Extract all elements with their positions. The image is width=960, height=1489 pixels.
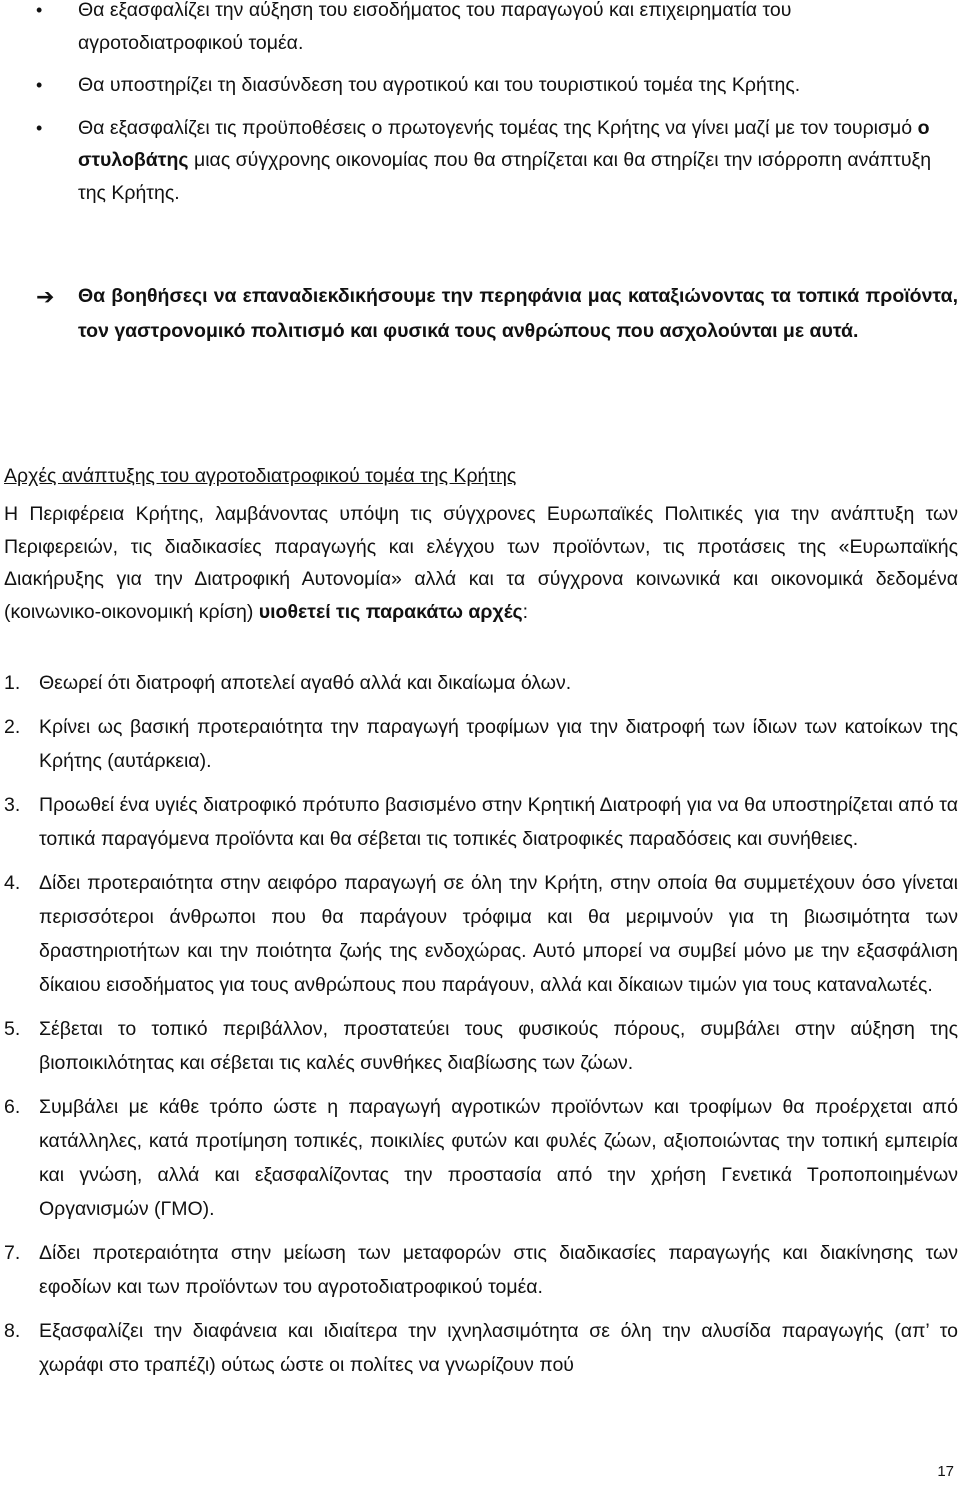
bullet-text: Θα εξασφαλίζει την αύξηση του εισοδήματος του παραγωγού και επιχειρηματία του αγροτοδιατροφικού τομέα. xyxy=(78,0,792,54)
highlight-statement xyxy=(36,279,958,349)
list-item xyxy=(4,1090,958,1226)
list-item-text: Κρίνει ως βασική προτεραιότητα την παραγωγή τροφίμων για την διατροφή των ίδιων των κατοίκων της Κρήτης (αυτάρκεια). xyxy=(39,716,958,772)
section-heading: Αρχές ανάπτυξης του αγροτοδιατροφικού τομέα της Κρήτης xyxy=(4,465,517,487)
arrow-right-icon: ➔ xyxy=(36,284,55,309)
list-item-number: 8. xyxy=(4,1320,21,1342)
intro-text: Η Περιφέρεια Κρήτης, λαμβάνοντας υπόψη τις σύγχρονες Ευρωπαϊκές Πολιτικές για την ανάπτυξη των Περιφερειών, τις διαδικασίες παραγωγής και ελέγχου των προϊόντων, τις προτάσεις της «Ευρωπαϊκής Διακήρυξης για την Διατροφική Αυτονομία» αλλά και τα σύγχρονα κοινωνικά και οικονομικά δεδομένα (κοινωνικο-οικονομική κρίση) xyxy=(4,503,958,624)
list-item xyxy=(4,1012,958,1080)
list-item xyxy=(4,1314,958,1382)
list-item-text: Προωθεί ένα υγιές διατροφικό πρότυπο βασισμένο στην Κρητική Διατροφή για να θα υποστηρίζεται από τα τοπικά παραγόμενα προϊόντα και θα σέβεται τις τοπικές διατροφικές παραδόσεις και συνήθειες. xyxy=(39,794,958,850)
list-item xyxy=(4,1236,958,1304)
intro-tail: : xyxy=(522,601,529,624)
highlight-text: Θα βοηθήσεςι να επαναδιεκδικήσουμε την περηφάνια μας καταξιώνοντας τα τοπικά προϊόντα, τον γαστρονομικό πολιτισμό και φυσικά τους ανθρώπους που ασχολούνται με αυτά. xyxy=(78,285,958,342)
list-item-number: 5. xyxy=(4,1018,21,1040)
list-item-number: 4. xyxy=(4,872,21,894)
list-item-number: 1. xyxy=(4,672,21,694)
list-item-number: 3. xyxy=(4,794,21,816)
list-item-text: Δίδει προτεραιότητα στην αειφόρο παραγωγή σε όλη την Κρήτη, στην οποία θα συμμετέχουν όσο γίνεται περισσότεροι άνθρωποι που θα παράγουν τρόφιμα και θα μεριμνούν για τη βιωσιμότητα των δραστηριοτήτων και την ποιότητα ζωής της ενδοχώρας. Αυτό μπορεί να συμβεί μόνο με την εξασφάλιση δίκαιου εισοδήματος για τους ανθρώπους που παράγουν, αλλά και δίκαιων τιμών για τους καταναλωτές. xyxy=(39,872,958,996)
list-item-number: 6. xyxy=(4,1096,21,1118)
bullet-item xyxy=(36,112,958,210)
list-item xyxy=(4,710,958,778)
page-number: 17 xyxy=(937,1463,954,1480)
bullet-dot-icon: • xyxy=(36,75,43,95)
bullet-text: Θα υποστηρίζει τη διασύνδεση του αγροτικού και του τουριστικού τομέα της Κρήτης. xyxy=(78,74,801,96)
list-item xyxy=(4,788,958,856)
bullet-text: Θα εξασφαλίζει τις προϋποθέσεις ο πρωτογενής τομέας της Κρήτης να γίνει μαζί με τον τουρισμό xyxy=(78,116,918,139)
bullet-dot-icon: • xyxy=(36,0,43,20)
list-item-number: 7. xyxy=(4,1242,21,1264)
list-item-text: Σέβεται το τοπικό περιβάλλον, προστατεύει τους φυσικούς πόρους, συμβάλει στην αύξηση της βιοποικιλότητας και σέβεται τις καλές συνθήκες διαβίωσης των ζώων. xyxy=(39,1018,958,1074)
principles-list xyxy=(4,666,958,1392)
list-item-text: Εξασφαλίζει την διαφάνεια και ιδιαίτερα την ιχνηλασιμότητα σε όλη την αλυσίδα παραγωγής (απ’ το χωράφι στο τραπέζι) ούτως ώστε οι πολίτες να γνωρίζουν πού xyxy=(39,1320,958,1376)
list-item-text: Δίδει προτεραιότητα στην μείωση των μεταφορών στις διαδικασίες παραγωγής και διακίνησης των εφοδίων και των προϊόντων του αγροτοδιατροφικού τομέα. xyxy=(39,1242,958,1298)
bullet-dot-icon: • xyxy=(36,117,43,138)
list-item xyxy=(4,866,958,1002)
list-item-number: 2. xyxy=(4,716,21,738)
bullet-text: μιας σύγχρονης οικονομίας που θα στηρίζεται και θα στηρίζει την ισόρροπη ανάπτυξη της Κρήτης. xyxy=(78,149,932,204)
bullet-list xyxy=(36,0,958,219)
bullet-item xyxy=(36,0,958,59)
bullet-text-bold: ο στυλοβάτης xyxy=(78,116,930,171)
intro-bold-text: υιοθετεί τις παρακάτω αρχές xyxy=(258,601,523,624)
list-item-text: Συμβάλει με κάθε τρόπο ώστε η παραγωγή αγροτικών προϊόντων και τροφίμων θα προέρχεται από κατάλληλες, κατά προτίμηση τοπικές, ποικιλίες φυτών και φυλές ζώων, αξιοποιώντας την τοπική εμπειρία και γνώση, αλλά και εξασφαλίζοντας την προστασία από την χρήση Γενετικά Τροποποιημένων Οργανισμών (ΓΜΟ). xyxy=(39,1096,958,1220)
list-item-text: Θεωρεί ότι διατροφή αποτελεί αγαθό αλλά και δικαίωμα όλων. xyxy=(39,672,572,694)
bullet-item xyxy=(36,69,958,102)
intro-paragraph xyxy=(4,498,958,629)
list-item xyxy=(4,666,958,700)
